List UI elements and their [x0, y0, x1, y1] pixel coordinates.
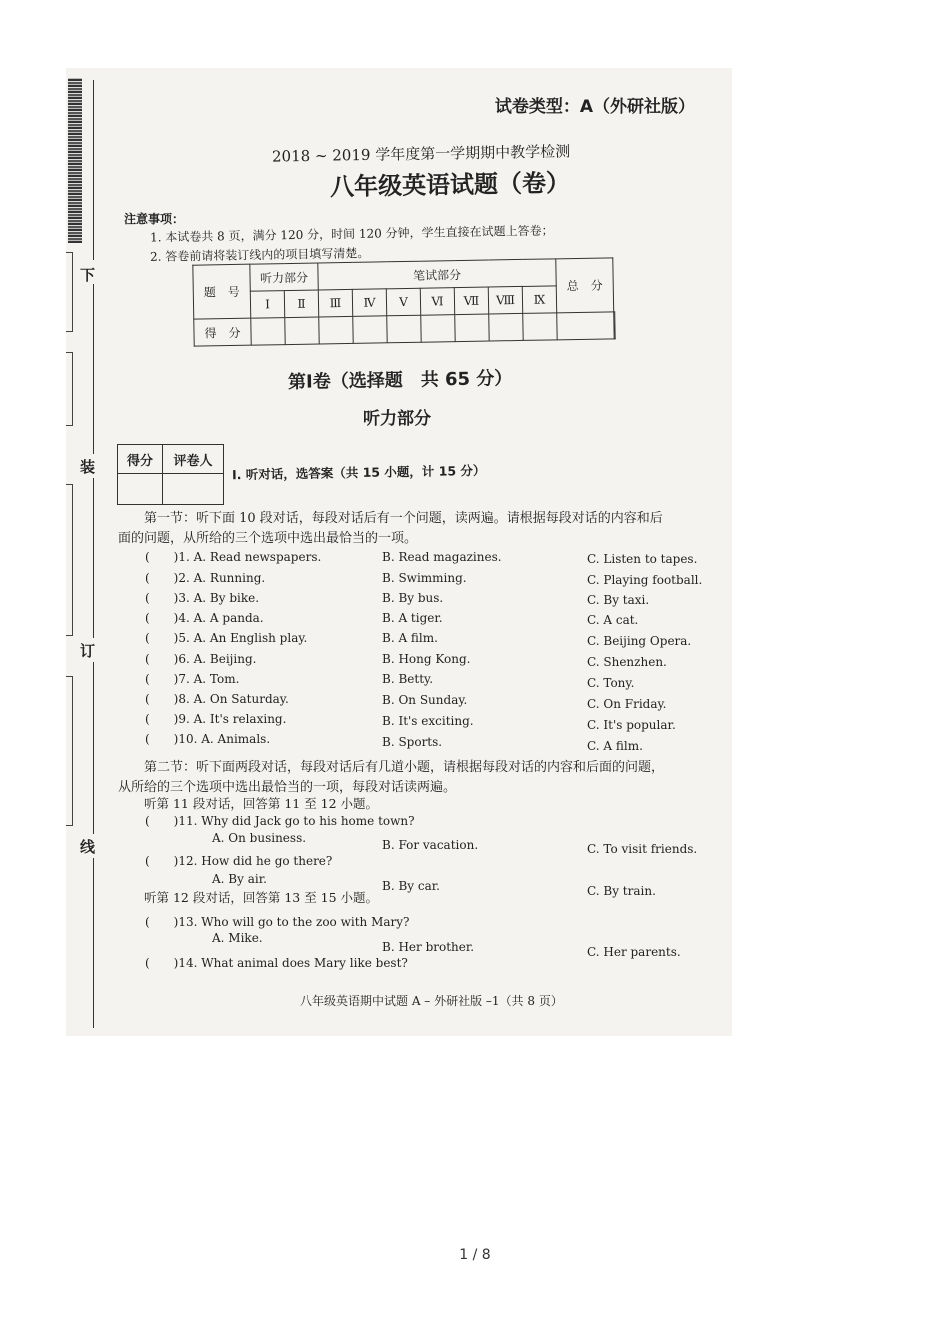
- option-b: B. For vacation.: [382, 838, 479, 852]
- page-indicator: 1 / 8: [459, 1247, 491, 1263]
- part-numeral: Ⅶ: [454, 287, 488, 315]
- option-c: C. Listen to tapes.: [587, 552, 698, 566]
- grader-name-label: 评卷人: [163, 445, 224, 474]
- binding-bracket: [66, 484, 73, 636]
- question-stem: ( )5. A. An English play.: [145, 631, 308, 645]
- barcode: [68, 78, 82, 243]
- part-numeral: Ⅵ: [420, 288, 454, 316]
- grader-name-cell[interactable]: [163, 474, 224, 505]
- part-numeral: Ⅲ: [318, 289, 352, 317]
- part-numeral: Ⅸ: [522, 286, 556, 314]
- part-numeral: Ⅷ: [488, 286, 522, 314]
- total-score-cell[interactable]: [614, 312, 615, 339]
- option-c: C. Shenzhen.: [587, 655, 667, 669]
- score-cell[interactable]: [455, 314, 489, 342]
- total-header: 总 分: [556, 258, 614, 313]
- instruction-line: 第一节：听下面 10 段对话，每段对话后有一个问题，读两遍。请根据每段对话的内容和后: [144, 511, 663, 526]
- part-numeral: Ⅰ: [250, 291, 284, 319]
- binding-line: [93, 80, 94, 260]
- option-c: C. By taxi.: [587, 593, 650, 607]
- part1-title: Ⅰ. 听对话，选答案（共 15 小题，计 15 分）: [231, 462, 486, 483]
- binding-mark: 下: [80, 266, 96, 284]
- instruction-line: 第二节：听下面两段对话，每段对话后有几道小题，请根据每段对话的内容和后面的问题，: [144, 760, 665, 775]
- option-b: B. Sports.: [382, 735, 443, 749]
- score-cell[interactable]: [387, 315, 421, 343]
- option-c: C. Playing football.: [587, 573, 703, 587]
- binding-line: [93, 284, 94, 454]
- option-a: A. Mike.: [212, 931, 263, 945]
- binding-bracket: [66, 252, 73, 332]
- exam-title: 八年级英语试题（卷）: [329, 168, 571, 202]
- question-stem: ( )9. A. It's relaxing.: [145, 712, 287, 726]
- score-cell[interactable]: [421, 315, 455, 343]
- option-b: B. Her brother.: [382, 940, 475, 954]
- grader-box: [117, 444, 224, 505]
- note-line: 2. 答卷前请将装订线内的项目填写清楚。: [149, 246, 370, 264]
- score-cell[interactable]: [489, 313, 523, 341]
- question-stem: ( )8. A. On Saturday.: [145, 692, 289, 706]
- option-c: C. Her parents.: [587, 945, 681, 959]
- option-a: A. By air.: [212, 872, 267, 886]
- binding-mark: 订: [80, 642, 96, 660]
- option-b: B. By bus.: [382, 591, 444, 605]
- score-row-label: 得 分: [194, 318, 251, 346]
- paper-type: 试卷类型：A（外研社版）: [494, 97, 695, 117]
- option-b: B. Read magazines.: [382, 550, 502, 564]
- instruction-line: 面的问题，从所给的三个选项中选出最恰当的一项。: [118, 531, 418, 546]
- grader-score-label: 得分: [118, 445, 163, 474]
- option-c: C. Tony.: [587, 676, 635, 690]
- score-table: [192, 257, 615, 346]
- instruction-line: 从所给的三个选项中选出最恰当的一项，每段对话读两遍。: [118, 780, 457, 795]
- part-numeral: Ⅴ: [386, 288, 420, 316]
- score-cell[interactable]: [523, 313, 557, 341]
- option-c: C. By train.: [587, 884, 656, 898]
- grader-score-cell[interactable]: [118, 474, 163, 505]
- option-c: C. On Friday.: [587, 697, 667, 711]
- dialog-heading: 听第 11 段对话，回答第 11 至 12 小题。: [144, 796, 379, 811]
- score-cell[interactable]: [353, 316, 387, 344]
- question-stem: ( )7. A. Tom.: [145, 672, 240, 686]
- question-stem: ( )13. Who will go to the zoo with Mary?: [145, 915, 410, 929]
- score-cell[interactable]: [285, 317, 319, 345]
- listening-header: 听力部分: [250, 263, 318, 291]
- question-stem: ( )4. A. A panda.: [145, 611, 264, 625]
- option-c: C. To visit friends.: [587, 842, 698, 856]
- notes-heading: 注意事项：: [124, 212, 185, 226]
- option-b: B. It's exciting.: [382, 714, 474, 728]
- question-stem: ( )6. A. Beijing.: [145, 652, 257, 666]
- score-cell[interactable]: [251, 318, 285, 346]
- option-b: B. Swimming.: [382, 571, 467, 585]
- part-numeral: Ⅳ: [352, 289, 386, 317]
- question-number-label: 题 号: [193, 264, 251, 319]
- question-stem: ( )11. Why did Jack go to his home town?: [145, 814, 415, 828]
- section-title: 第Ⅰ卷（选择题 共 65 分）: [287, 368, 513, 393]
- binding-bracket: [66, 676, 73, 826]
- option-b: B. By car.: [382, 879, 440, 893]
- page-footer: 八年级英语期中试题 A – 外研社版 –1（共 8 页）: [300, 994, 563, 1008]
- part-numeral: Ⅱ: [284, 290, 318, 318]
- option-a: A. On business.: [212, 831, 307, 845]
- binding-bracket: [66, 352, 73, 426]
- note-line: 1. 本试卷共 8 页，满分 120 分，时间 120 分钟，学生直接在试题上答卷；: [149, 223, 554, 245]
- question-stem: ( )1. A. Read newspapers.: [145, 550, 322, 564]
- option-c: C. A cat.: [587, 613, 639, 627]
- binding-mark: 线: [80, 838, 96, 856]
- binding-mark: 装: [80, 458, 96, 476]
- option-b: B. Hong Kong.: [382, 652, 471, 666]
- question-stem: ( )2. A. Running.: [145, 571, 266, 585]
- binding-line: [93, 478, 94, 638]
- score-cell[interactable]: [319, 316, 353, 344]
- dialog-heading: 听第 12 段对话，回答第 13 至 15 小题。: [144, 890, 379, 905]
- written-header: 笔试部分: [318, 259, 556, 290]
- option-b: B. A film.: [382, 631, 438, 645]
- question-stem: ( )3. A. By bike.: [145, 591, 260, 605]
- option-b: B. On Sunday.: [382, 693, 468, 707]
- option-c: C. Beijing Opera.: [587, 634, 692, 648]
- binding-line: [93, 662, 94, 834]
- option-c: C. A film.: [587, 739, 643, 753]
- exam-subtitle: 2018 ~ 2019 学年度第一学期期中教学检测: [271, 142, 571, 166]
- question-stem: ( )10. A. Animals.: [145, 732, 271, 746]
- score-cell[interactable]: [557, 312, 614, 340]
- question-stem: ( )12. How did he go there?: [145, 854, 333, 868]
- listening-title: 听力部分: [363, 409, 431, 429]
- option-c: C. It's popular.: [587, 718, 676, 732]
- binding-line: [93, 858, 94, 1028]
- option-b: B. A tiger.: [382, 611, 443, 625]
- option-b: B. Betty.: [382, 672, 434, 686]
- question-stem: ( )14. What animal does Mary like best?: [145, 956, 408, 970]
